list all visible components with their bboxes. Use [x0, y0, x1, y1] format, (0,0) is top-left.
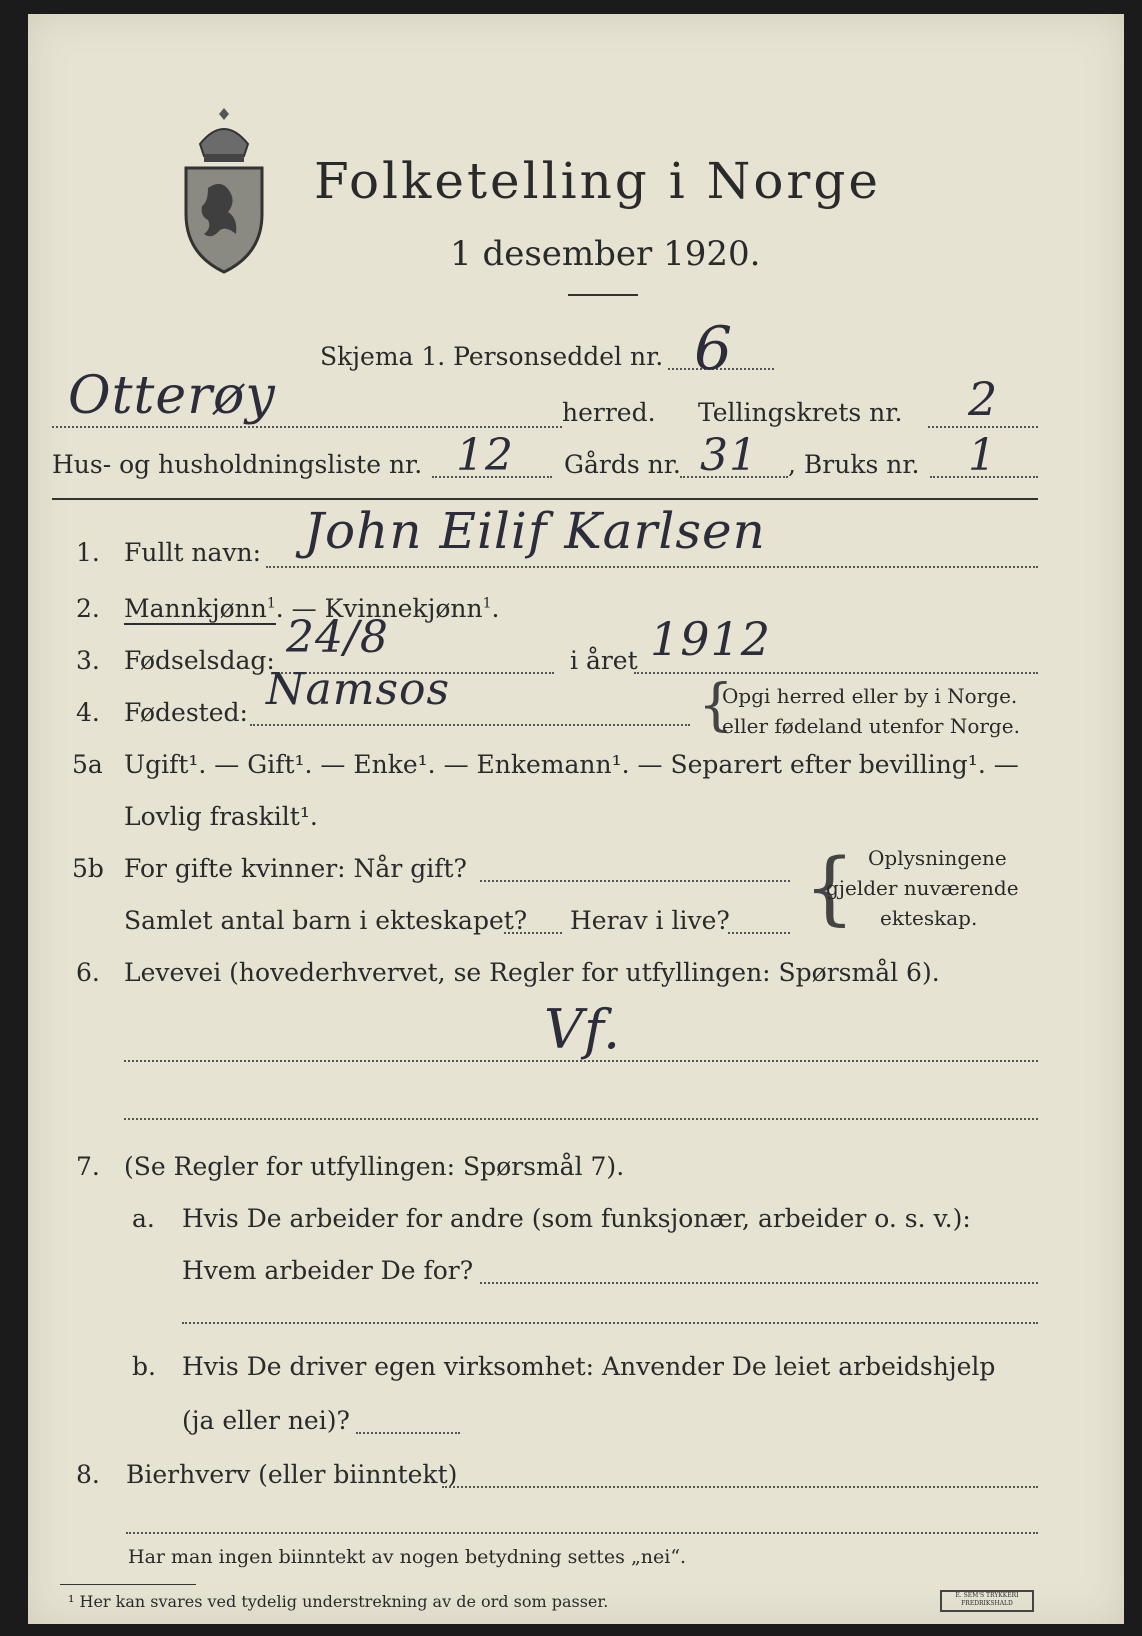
q2-male-option[interactable]: Mannkjønn$^1$	[124, 594, 276, 623]
q8-note: Har man ingen biinntekt av nogen betydning settes „nei“.	[128, 1546, 687, 1568]
q7-label: (Se Regler for utfyllingen: Spørsmål 7).	[124, 1152, 625, 1181]
q2-end: .	[491, 594, 500, 623]
q3-birth-year: 1912	[650, 612, 772, 666]
q2-separator: . —	[275, 594, 325, 623]
q1-number: 1.	[76, 538, 100, 567]
q4-line	[250, 724, 690, 726]
q5b-children-alive: Herav i live?	[570, 906, 730, 935]
q6-occupation: Vf.	[544, 998, 622, 1061]
census-date: 1 desember 1920.	[450, 234, 761, 274]
personseddel-number: 6	[694, 314, 734, 384]
q1-full-name: John Eilif Karlsen	[304, 502, 766, 560]
bruks-value: 1	[968, 430, 997, 481]
q3-year-label: i året	[570, 646, 638, 675]
footnote: ¹ Her kan svares ved tydelig understrekning av de ord som passer.	[68, 1592, 609, 1611]
footnote-divider	[60, 1584, 196, 1585]
q1-line	[266, 566, 1038, 568]
q7a-letter: a.	[132, 1204, 155, 1233]
q4-birthplace: Namsos	[266, 664, 451, 715]
q2-male-label: Mannkjønn	[124, 594, 267, 623]
herred-line	[52, 426, 562, 428]
printer-mark	[940, 1590, 1034, 1612]
q5b-brace: {	[804, 841, 855, 934]
q4-note-2: eller fødeland utenfor Norge.	[722, 714, 1020, 738]
header-divider	[52, 498, 1038, 500]
q6-line-1	[124, 1060, 1038, 1062]
norway-coat-of-arms-icon	[178, 104, 270, 276]
q2-female-option[interactable]: Kvinnekjønn$^1$	[324, 594, 492, 623]
printer-mark-text: E. SEM'S TRYKKERI FREDRIKSHALD	[955, 1592, 1019, 1607]
q5a-number: 5a	[72, 750, 103, 779]
q5b-children-total: Samlet antal barn i ekteskapet?	[124, 906, 528, 935]
q7b-answer-line	[356, 1432, 460, 1434]
q8-number: 8.	[76, 1460, 100, 1489]
form-title: Folketelling i Norge	[314, 152, 881, 210]
q5b-children-line	[504, 932, 562, 934]
bruks-label: , Bruks nr.	[788, 450, 920, 479]
herred-value: Otterøy	[68, 366, 276, 426]
q8-label: Bierhverv (eller biinntekt)	[126, 1460, 458, 1489]
q5b-married-line	[480, 880, 790, 882]
q7-number: 7.	[76, 1152, 100, 1181]
title-divider	[568, 294, 638, 296]
gards-value: 31	[700, 430, 758, 481]
tellingskrets-label: Tellingskrets nr.	[698, 398, 903, 427]
q5a-options: Ugift¹. — Gift¹. — Enke¹. — Enkemann¹. — Separert efter bevilling¹. —	[124, 750, 1019, 779]
q5b-note-2: gjelder nuværende	[826, 876, 1019, 900]
q7a-answer-line-2	[182, 1322, 1038, 1324]
q3-year-line	[634, 672, 1038, 674]
tellingskrets-value: 2	[968, 372, 999, 426]
q2-female-label: Kvinnekjønn	[324, 594, 483, 623]
gards-label: Gårds nr.	[564, 450, 681, 479]
herred-label: herred.	[562, 398, 656, 427]
q5a-options-cont: Lovlig fraskilt¹.	[124, 802, 318, 831]
q5b-note-1: Oplysningene	[868, 846, 1007, 870]
q6-line-2	[124, 1118, 1038, 1120]
skjema-label: Skjema 1. Personseddel nr.	[320, 342, 664, 371]
q2-number: 2.	[76, 594, 100, 623]
q7a-line1: Hvis De arbeider for andre (som funksjonær, arbeider o. s. v.):	[182, 1204, 971, 1233]
q4-note-1: Opgi herred eller by i Norge.	[722, 684, 1018, 708]
q5b-alive-line	[728, 932, 790, 934]
q7b-line1: Hvis De driver egen virksomhet: Anvender De leiet arbeidshjelp	[182, 1352, 996, 1381]
q4-label: Fødested:	[124, 698, 248, 727]
q5b-number: 5b	[72, 854, 104, 883]
q4-brace: {	[698, 673, 734, 738]
tellingskrets-line	[928, 426, 1038, 428]
q6-label: Levevei (hovederhvervet, se Regler for utfyllingen: Spørsmål 6).	[124, 958, 940, 987]
q7a-answer-line	[480, 1282, 1038, 1284]
q4-number: 4.	[76, 698, 100, 727]
husliste-label: Hus- og husholdningsliste nr.	[52, 450, 423, 479]
q8-answer-line	[442, 1486, 1038, 1488]
q3-birthdate: 24/8	[286, 612, 389, 663]
q3-number: 3.	[76, 646, 100, 675]
husliste-value: 12	[456, 430, 514, 481]
q8-answer-line-2	[126, 1532, 1038, 1534]
q7a-line2: Hvem arbeider De for?	[182, 1256, 474, 1285]
q7b-line2: (ja eller nei)?	[182, 1406, 350, 1435]
q3-label: Fødselsdag:	[124, 646, 275, 675]
q7b-letter: b.	[132, 1352, 156, 1381]
q5b-married-when: For gifte kvinner: Når gift?	[124, 854, 467, 883]
q1-label: Fullt navn:	[124, 538, 262, 567]
q6-number: 6.	[76, 958, 100, 987]
census-form	[28, 14, 1124, 1624]
q5b-note-3: ekteskap.	[880, 906, 978, 930]
